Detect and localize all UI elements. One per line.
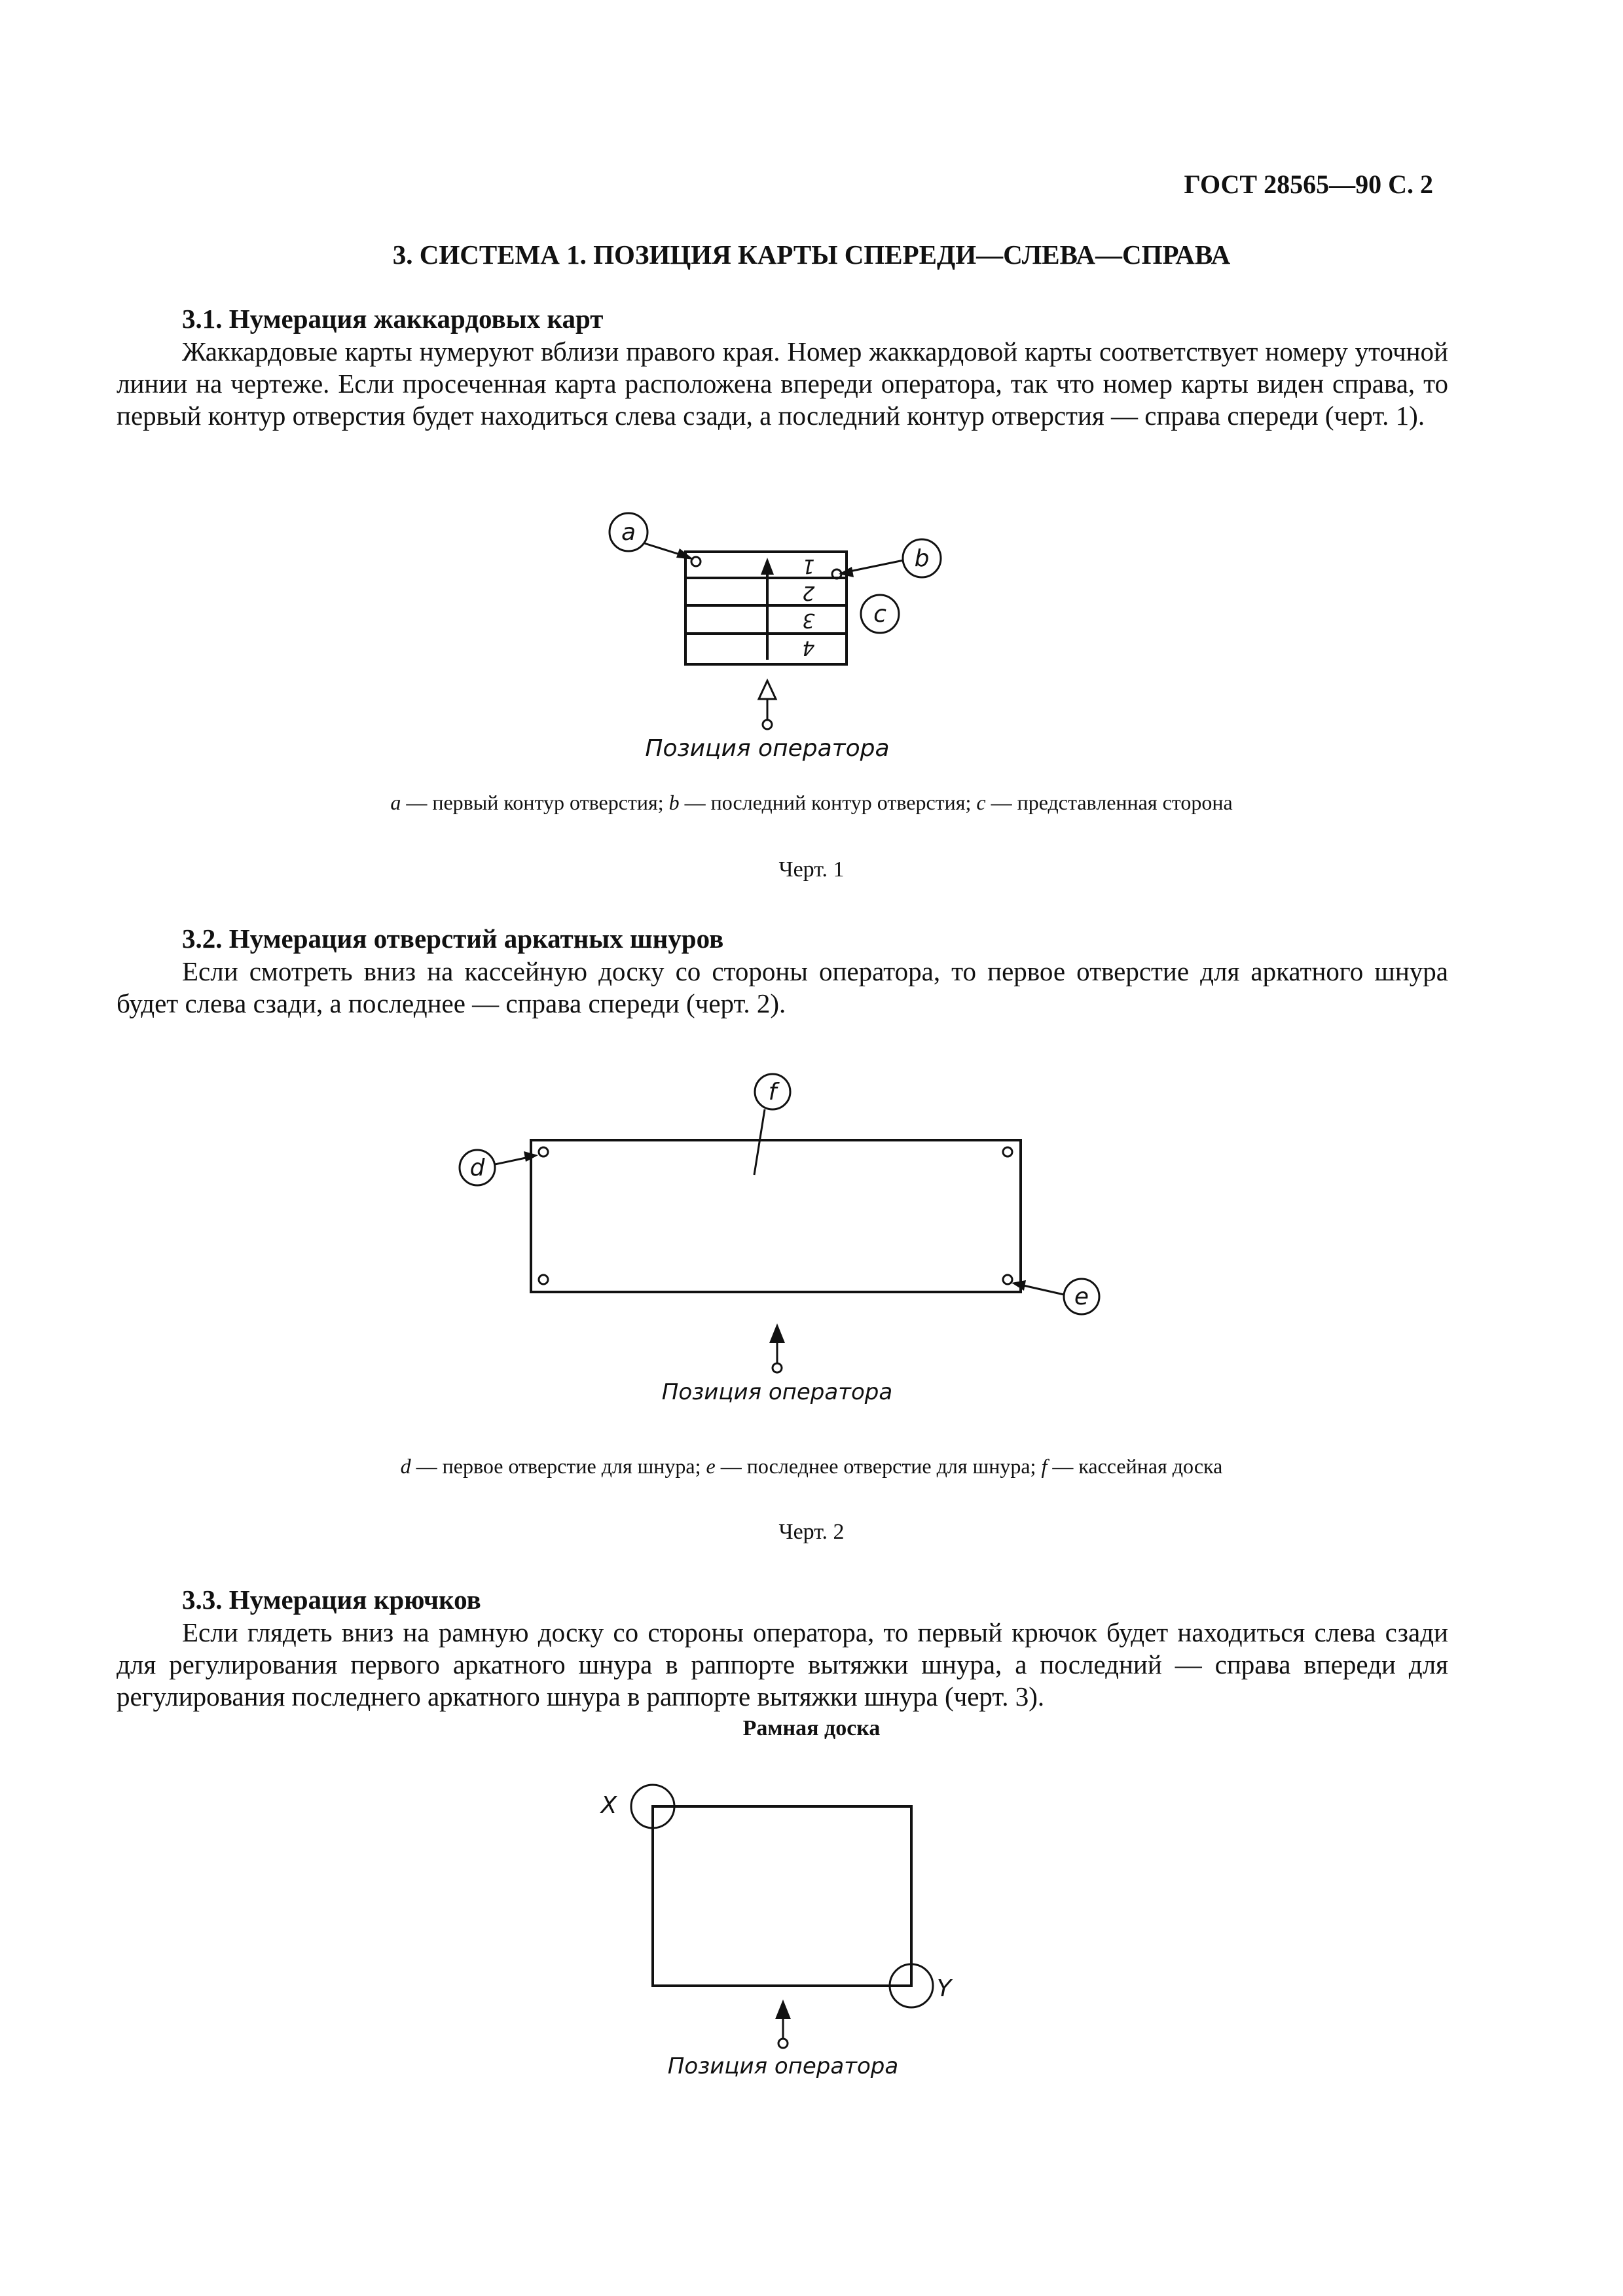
- paragraph-3-2: Если смотреть вниз на кассейную доску со стороны оператора, то первое отверстие для аркатного шнура будет слева сзади, а последнее — справа спереди (черт. 2).: [117, 956, 1448, 1018]
- section-title: 3. СИСТЕМА 1. ПОЗИЦИЯ КАРТЫ СПЕРЕДИ—СЛЕВА—СПРАВА: [392, 240, 1231, 270]
- hole-top-right: [1003, 1147, 1012, 1157]
- operator-arrow-icon: [775, 2000, 791, 2019]
- label-y: Y: [937, 1975, 951, 2002]
- first-hole-contour: [691, 557, 701, 566]
- figure-1-caption: a — первый контур отверстия; b — последний контур отверстия; c — представленная сторона: [390, 791, 1233, 814]
- label-a: a: [621, 519, 636, 546]
- subsection-heading-3-1: 3.1. Нумерация жаккардовых карт: [182, 304, 604, 334]
- card-number-2: 2: [802, 581, 815, 604]
- hole-bottom-left: [539, 1275, 548, 1284]
- label-x: X: [600, 1792, 617, 1819]
- card-number-4: 4: [802, 636, 815, 659]
- figure-1-drawing: [0, 0, 1623, 785]
- figure-2-caption: d — первое отверстие для шнура; e — последнее отверстие для шнура; f — кассейная доска: [400, 1454, 1223, 1478]
- card-number-1: 1: [802, 554, 815, 577]
- hole-top-left: [539, 1147, 548, 1157]
- label-f: f: [768, 1079, 777, 1105]
- label-d: d: [469, 1155, 485, 1181]
- label-b: b: [914, 545, 930, 572]
- subsection-heading-3-3: 3.3. Нумерация крючков: [182, 1585, 481, 1615]
- hole-bottom-right: [1003, 1275, 1012, 1284]
- paragraph-3-3: Если глядеть вниз на рамную доску со стороны оператора, то первый крючок будет находиться слева сзади для регулирования первого аркатного шнура в раппорте вытяжки шнура, а последний — справа впереди для регулирования последнего аркатного шнура в раппорте вытяжки шнура (черт. 3).: [117, 1617, 1448, 1712]
- frame-board-outline: [653, 1806, 911, 1986]
- label-e: e: [1074, 1283, 1089, 1310]
- figure-3-title: Рамная доска: [742, 1716, 881, 1740]
- figure-1-number: Черт. 1: [778, 857, 845, 882]
- label-c: c: [873, 601, 886, 628]
- kassey-board-outline: [531, 1140, 1021, 1292]
- figure-2-number: Черт. 2: [778, 1520, 845, 1544]
- operator-label-fig2: Позиция оператора: [661, 1379, 893, 1405]
- operator-label-fig3: Позиция оператора: [667, 2053, 899, 2079]
- paragraph-3-1: Жаккардовые карты нумеруют вблизи правого края. Номер жаккардовой карты соответствует номеру уточной линии на чертеже. Если просеченная карта расположена впереди оператора, так что номер карты виден справа, то первый контур отверстия будет находиться слева сзади, а последний контур отверстия — справа спереди (черт. 1).: [117, 336, 1448, 431]
- operator-label-fig1: Позиция оператора: [645, 735, 890, 762]
- subsection-heading-3-2: 3.2. Нумерация отверстий аркатных шнуров: [182, 924, 724, 954]
- operator-arrow-icon: [759, 681, 776, 699]
- page-header: ГОСТ 28565—90 С. 2: [1184, 170, 1433, 199]
- operator-arrow-icon: [769, 1323, 785, 1343]
- figure-3-drawing: [0, 1754, 1623, 2094]
- figure-2-drawing: [0, 1047, 1623, 1414]
- card-number-3: 3: [802, 609, 815, 632]
